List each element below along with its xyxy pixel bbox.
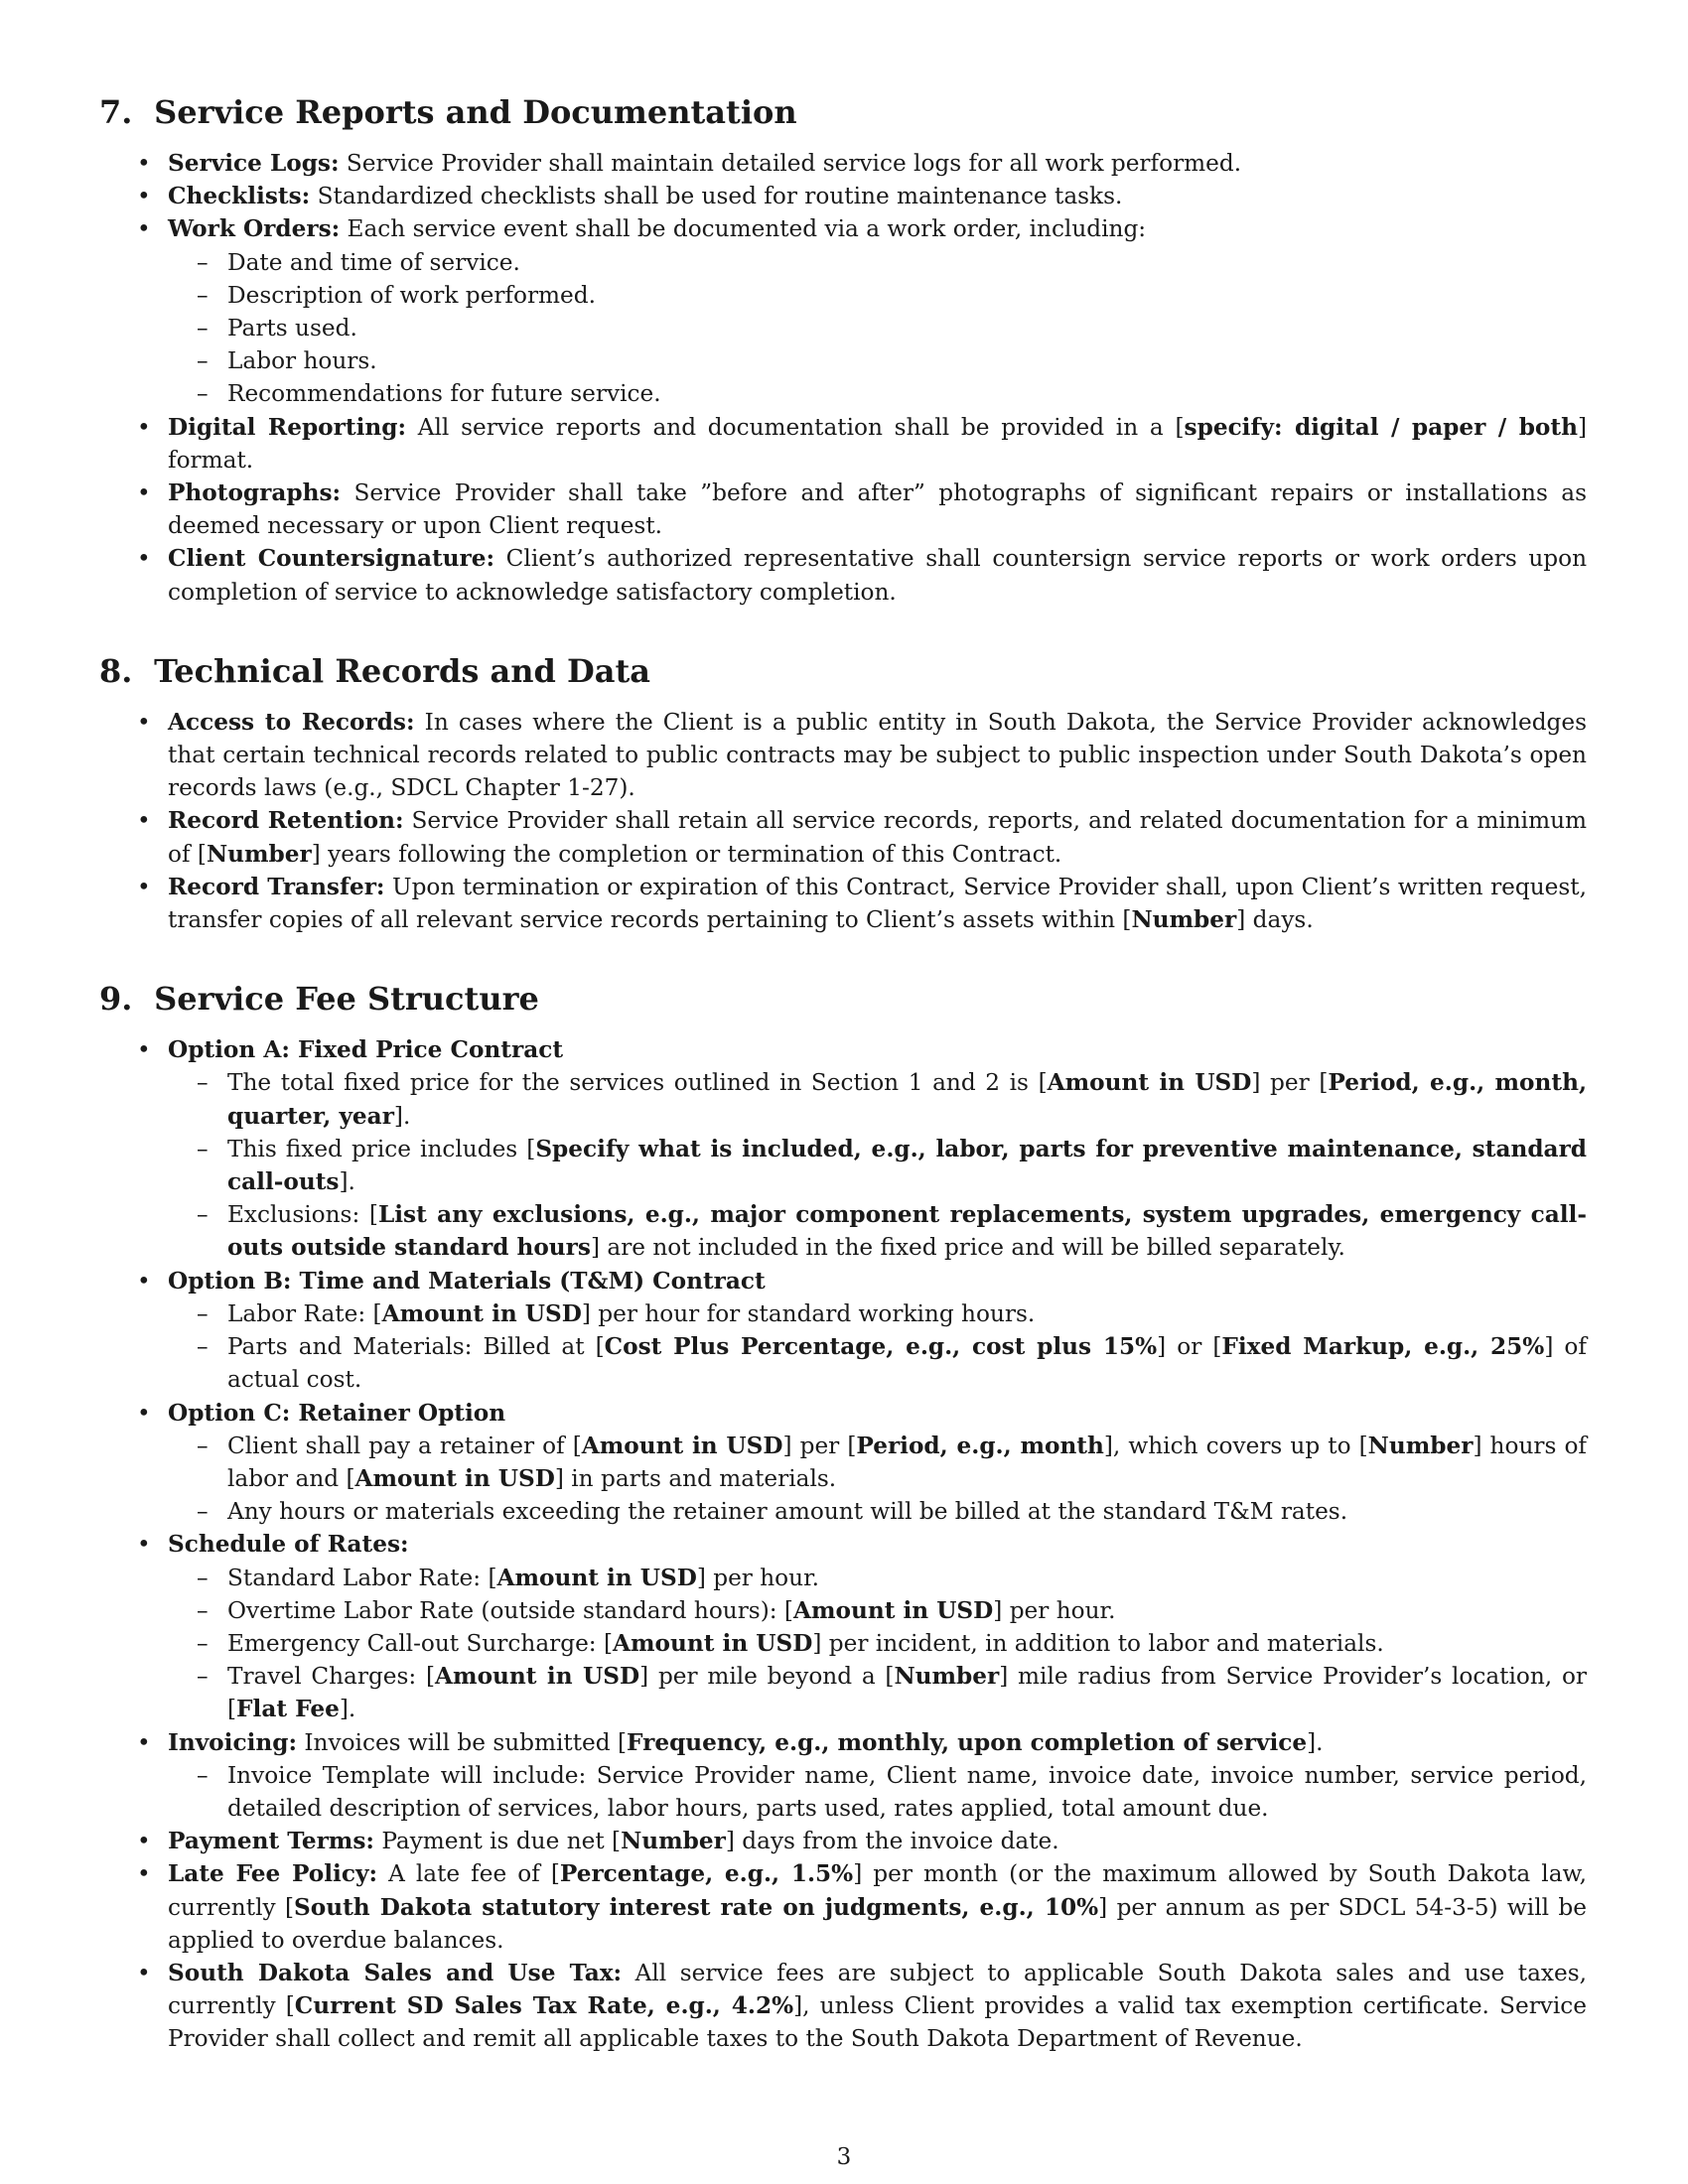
sub-list-item: – Client shall pay a retainer of [Amount in USD] per [Period, e.g., month], which covers up to [Number] hours of labor and [Amount in USD] in parts and materials. — [168, 1430, 1587, 1495]
sub-list-item: – Invoice Template will include: Service Provider name, Client name, invoice date, invoice number, service period, detailed description of services, labor hours, parts used, rates applied, total amount due. — [168, 1759, 1587, 1825]
sub-list-item: – Travel Charges: [Amount in USD] per mile beyond a [Number] mile radius from Service Provider’s location, or [Flat Fee]. — [168, 1660, 1587, 1725]
sub-list-item: – This fixed price includes [Specify what is included, e.g., labor, parts for preventive maintenance, standard call-outs]. — [168, 1133, 1587, 1198]
section-8 — [99, 650, 1587, 936]
sub-list-item: – The total fixed price for the services outlined in Section 1 and 2 is [Amount in USD] per [Period, e.g., month, quarter, year]. — [168, 1066, 1587, 1132]
list-item: • Photographs: Service Provider shall take ”before and after” photographs of significant repairs or installations as deemed necessary or upon Client request. — [99, 477, 1587, 542]
list-item: • Digital Reporting: All service reports and documentation shall be provided in a [specify: digital / paper / both] format. — [99, 411, 1587, 477]
sub-list — [168, 1297, 1587, 1397]
sub-list-item: – Any hours or materials exceeding the retainer amount will be billed at the standard T&M rates. — [168, 1495, 1587, 1528]
section-7 — [99, 91, 1587, 609]
sub-list-item: – Emergency Call-out Surcharge: [Amount in USD] per incident, in addition to labor and materials. — [168, 1627, 1587, 1660]
list-item: • Record Retention: Service Provider shall retain all service records, reports, and related documentation for a minimum of [Number] years following the completion or termination of this Contract. — [99, 804, 1587, 870]
sub-list — [168, 246, 1587, 411]
sub-list-item: – Parts used. — [168, 312, 1587, 344]
sub-list-item: – Labor hours. — [168, 344, 1587, 377]
list-item: • Schedule of Rates: – Standard Labor Rate: [Amount in USD] per hour. – Overtime Labor Rate (outside standard hours): [Amount in USD] per hour. – Emergency Call-out Surcharge: [Amount in USD] per incident, in addition to labor and materials. – Travel Charges: [Amount in USD] per mile beyond a [Number] mile radius from Service Provider’s location, or [Flat Fee]. — [99, 1528, 1587, 1725]
list-item: • Access to Records: In cases where the Client is a public entity in South Dakota, the Service Provider acknowledges that certain technical records related to public contracts may be subject to public inspection under South Dakota’s open records laws (e.g., SDCL Chapter 1-27). — [99, 706, 1587, 805]
section-9 — [99, 978, 1587, 2055]
section-heading: 9. Service Fee Structure — [99, 980, 539, 1019]
bullet-list — [99, 1033, 1587, 2055]
sub-list-item: – Recommendations for future service. — [168, 377, 1587, 410]
list-item: • Late Fee Policy: A late fee of [Percentage, e.g., 1.5%] per month (or the maximum allowed by South Dakota law, currently [South Dakota statutory interest rate on judgments, e.g., 10%] per annum as per SDCL 54-3-5) will be applied to overdue balances. — [99, 1857, 1587, 1957]
list-item: • Option B: Time and Materials (T&M) Contract – Labor Rate: [Amount in USD] per hour for standard working hours. – Parts and Materials: Billed at [Cost Plus Percentage, e.g., cost plus 15%] or [Fixed Markup, e.g., 25%] of actual cost. — [99, 1265, 1587, 1397]
bullet-list — [99, 147, 1587, 609]
list-item: • Payment Terms: Payment is due net [Number] days from the invoice date. — [99, 1825, 1587, 1857]
list-item: • Service Logs: Service Provider shall maintain detailed service logs for all work performed. — [99, 147, 1587, 180]
list-item: • Option A: Fixed Price Contract – The total fixed price for the services outlined in Section 1 and 2 is [Amount in USD] per [Period, e.g., month, quarter, year]. – This fixed price includes [Specify what is included, e.g., labor, parts for preventive maintenance, standard call-outs]. – Exclusions: [List any exclusions, e.g., major component replacements, system upgrades, emergency call-outs outside standard hours] are not included in the fixed price and will be billed separately. — [99, 1033, 1587, 1264]
list-item: • Option C: Retainer Option – Client shall pay a retainer of [Amount in USD] per [Period, e.g., month], which covers up to [Number] hours of labor and [Amount in USD] in parts and materials. – Any hours or materials exceeding the retainer amount will be billed at the standard T&M rates. — [99, 1397, 1587, 1529]
sub-list-item: – Exclusions: [List any exclusions, e.g., major component replacements, system upgrades, emergency call-outs outside standard hours] are not included in the fixed price and will be billed separately. — [168, 1198, 1587, 1264]
list-item: • Work Orders: Each service event shall be documented via a work order, including: – Date and time of service. – Description of work performed. – Parts used. – Labor hours. – Recommendations for future service. — [99, 212, 1587, 410]
section-heading: 7. Service Reports and Documentation — [99, 93, 797, 131]
list-item: • South Dakota Sales and Use Tax: All service fees are subject to applicable South Dakota sales and use taxes, currently [Current SD Sales Tax Rate, e.g., 4.2%], unless Client provides a valid tax exemption certificate. Service Provider shall collect and remit all applicable taxes to the South Dakota Department of Revenue. — [99, 1957, 1587, 2056]
sub-list-item: – Parts and Materials: Billed at [Cost Plus Percentage, e.g., cost plus 15%] or [Fixed Markup, e.g., 25%] of actual cost. — [168, 1330, 1587, 1396]
list-item: • Invoicing: Invoices will be submitted [Frequency, e.g., monthly, upon completion of service]. – Invoice Template will include: Service Provider name, Client name, invoice date, invoice number, service period, detailed description of services, labor hours, parts used, rates applied, total amount due. — [99, 1726, 1587, 1826]
sub-list-item: – Description of work performed. — [168, 279, 1587, 312]
page-number: 3 — [836, 2144, 852, 2170]
sub-list-item: – Date and time of service. — [168, 246, 1587, 279]
sub-list — [168, 1066, 1587, 1264]
sub-list — [168, 1562, 1587, 1726]
sub-list-item: – Labor Rate: [Amount in USD] per hour for standard working hours. — [168, 1297, 1587, 1330]
sub-list-item: – Standard Labor Rate: [Amount in USD] per hour. — [168, 1562, 1587, 1594]
sub-list — [168, 1430, 1587, 1529]
list-item: • Client Countersignature: Client’s authorized representative shall countersign service reports or work orders upon completion of service to acknowledge satisfactory completion. — [99, 542, 1587, 608]
list-item: • Checklists: Standardized checklists shall be used for routine maintenance tasks. — [99, 180, 1587, 212]
bullet-list — [99, 706, 1587, 936]
sub-list-item: – Overtime Labor Rate (outside standard hours): [Amount in USD] per hour. — [168, 1594, 1587, 1627]
list-item: • Record Transfer: Upon termination or expiration of this Contract, Service Provider shall, upon Client’s written request, transfer copies of all relevant service records pertaining to Client’s assets within [Number] days. — [99, 871, 1587, 936]
sub-list — [168, 1759, 1587, 1825]
section-heading: 8. Technical Records and Data — [99, 651, 651, 690]
document-page — [99, 91, 1587, 2098]
